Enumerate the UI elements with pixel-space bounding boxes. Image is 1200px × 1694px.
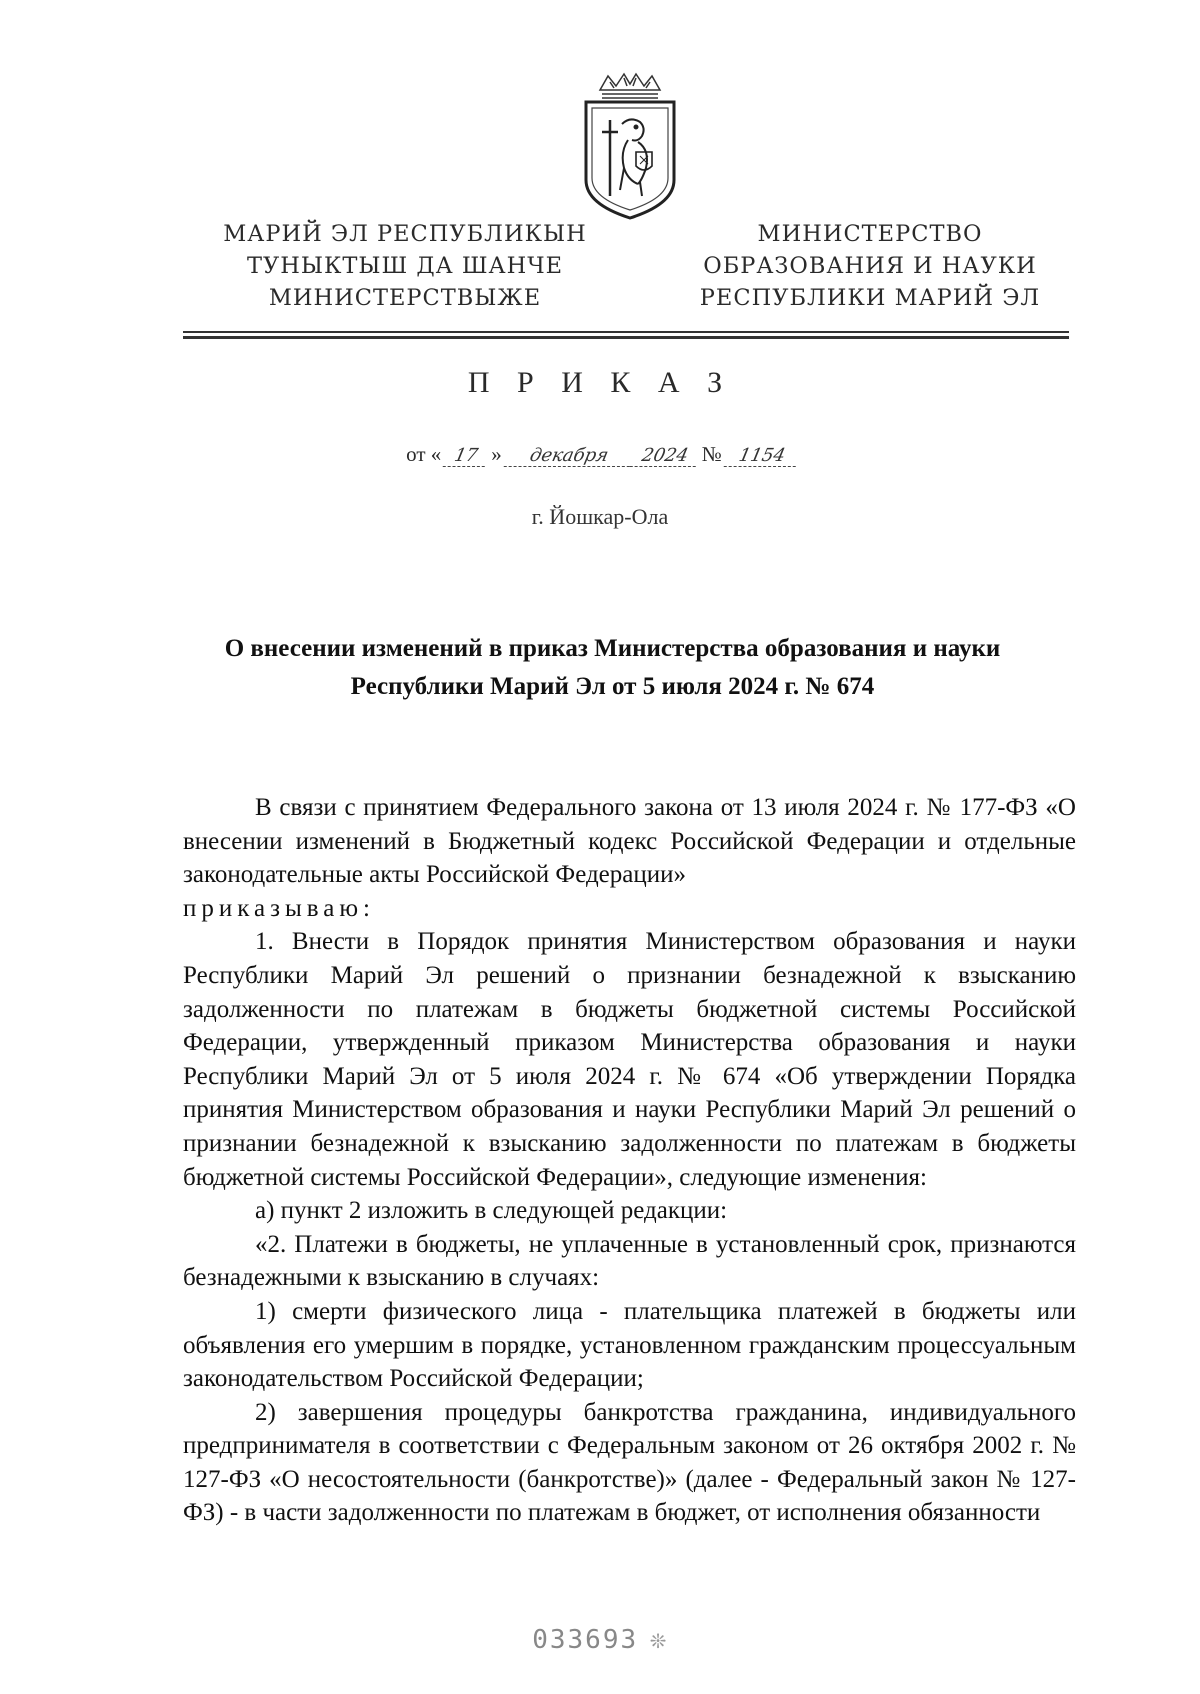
document-title: [150, 630, 1075, 706]
stamp-mark-icon: ❊: [650, 1625, 668, 1655]
serial-stamp: [0, 1625, 1200, 1655]
header-left-line-3: МИНИСТЕРСТВЫЖЕ: [268, 285, 542, 311]
header-left-line-1: МАРИЙ ЭЛ РЕСПУБЛИКЫН: [223, 221, 587, 247]
number-label: №: [701, 442, 722, 466]
handwritten-number: 1154: [724, 445, 801, 467]
serial-number: 033693: [532, 1625, 639, 1655]
paragraph-order-word: приказываю:: [183, 894, 375, 922]
header-divider-thick: [183, 336, 1069, 339]
paragraph-point-2: «2. Платежи в бюджеты, не уплаченные в установленный срок, признаются безнадежными к взысканию в случаях:: [183, 1230, 1076, 1292]
ministry-name-russian: [665, 218, 1075, 314]
city: г. Йошкар-Ола: [531, 504, 669, 529]
ministry-name-mari: [190, 218, 620, 314]
paragraph-case-2: 2) завершения процедуры банкротства гражданина, индивидуального предпринимателя в соответствии с Федеральным законом от 26 октября 2002 г. № 127-ФЗ «О несостоятельности (банкротстве)» (далее - Федеральный закон № 127-ФЗ) - в части задолженности по платежам в бюджет, от исполнения обязанности: [183, 1398, 1076, 1527]
date-close-quote: »: [491, 442, 502, 466]
handwritten-year: 2024: [629, 445, 700, 467]
title-line-1: О внесении изменений в приказ Министерства образования и науки: [224, 635, 1001, 662]
coat-of-arms-emblem: [580, 72, 680, 220]
handwritten-month: декабря: [503, 445, 634, 467]
handwritten-day: 17: [443, 445, 490, 467]
document-body: [183, 791, 1076, 1530]
paragraph-preamble: В связи с принятием Федерального закона от 13 июля 2024 г. № 177-ФЗ «О внесении изменений в Бюджетный кодекс Российской Федерации и отдельные законодательные акты Российской Федерации»: [183, 794, 1076, 889]
date-number-line: [0, 442, 1200, 467]
paragraph-item-1: 1. Внести в Порядок принятия Министерством образования и науки Республики Марий Эл решений о признании безнадежной к взысканию задолженности по платежам в бюджеты бюджетной системы Российской Федерации, утвержденный приказом Министерства образования и науки Республики Марий Эл от 5 июля 2024 г. № 674 «Об утверждении Порядка принятия Министерством образования и науки Республики Марий Эл решений о признании безнадежной к взысканию задолженности по платежам в бюджеты бюджетной системы Российской Федерации», следующие изменения:: [183, 928, 1076, 1191]
header-right-line-2: ОБРАЗОВАНИЯ И НАУКИ: [703, 253, 1037, 279]
header-divider-thin: [183, 331, 1069, 333]
document-type: П Р И К А З: [467, 366, 733, 399]
header-left-line-2: ТУНЫКТЫШ ДА ШАНЧЕ: [246, 253, 564, 279]
header-right-line-3: РЕСПУБЛИКИ МАРИЙ ЭЛ: [699, 285, 1041, 311]
paragraph-case-1: 1) смерти физического лица - плательщика платежей в бюджеты или объявления его умершим в порядке, установленном гражданским процессуальным законодательством Российской Федерации;: [183, 1297, 1076, 1393]
date-prefix: от «: [406, 442, 442, 466]
header-right-line-1: МИНИСТЕРСТВО: [757, 221, 983, 247]
title-line-2: Республики Марий Эл от 5 июля 2024 г. № 674: [350, 673, 875, 700]
paragraph-subitem-a: а) пункт 2 изложить в следующей редакции:: [255, 1197, 728, 1225]
